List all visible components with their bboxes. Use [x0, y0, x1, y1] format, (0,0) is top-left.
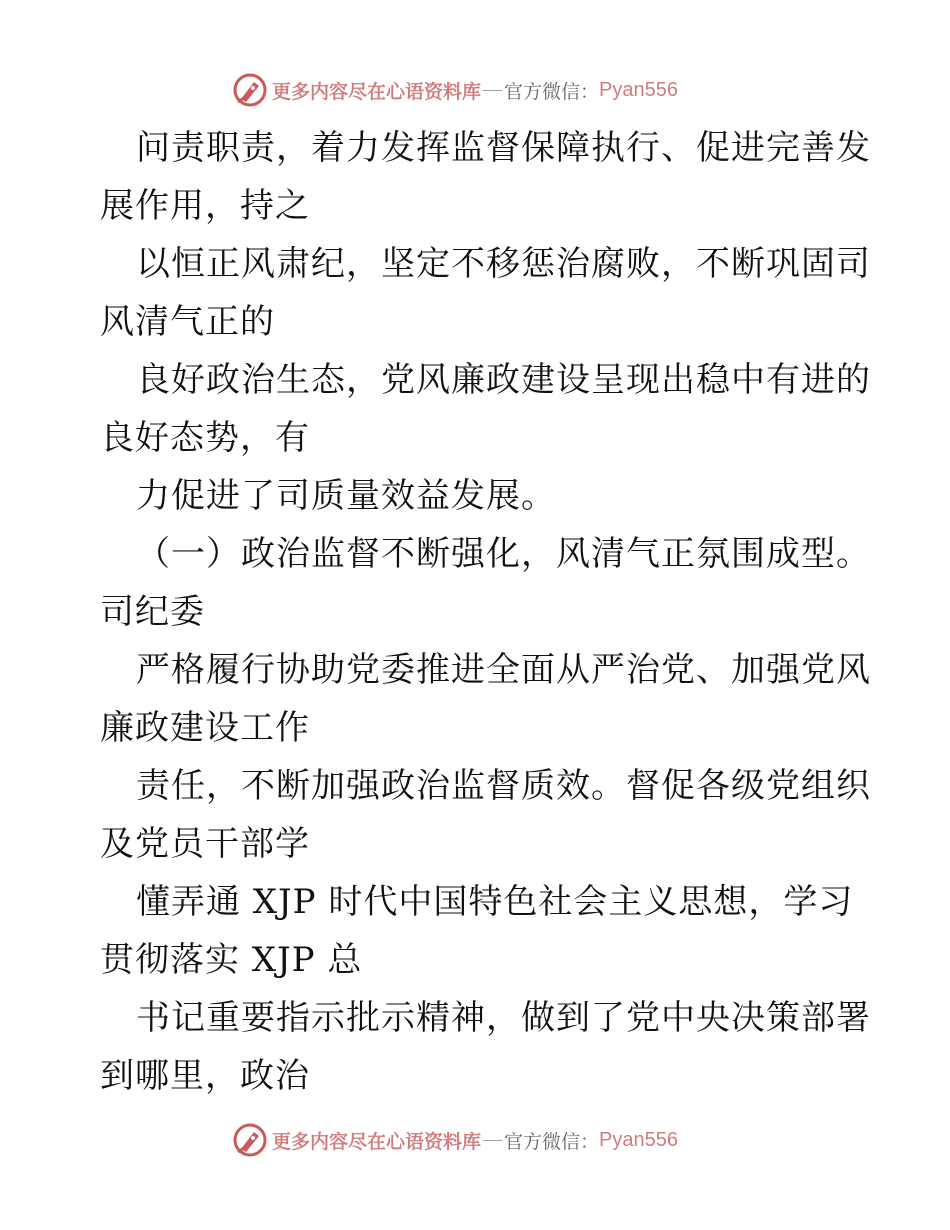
text-line: 力促进了司质量效益发展。: [136, 476, 556, 516]
text-line: 良好政治生态，党风廉政建设呈现出稳中有进的: [136, 360, 871, 400]
text-line: 风清气正的: [100, 302, 275, 342]
header-separator: —: [483, 79, 503, 100]
text-line: 书记重要指示批示精神，做到了党中央决策部署: [136, 998, 871, 1038]
header-banner: [232, 70, 752, 110]
text-line: 展作用，持之: [100, 186, 310, 226]
text-line: 良好态势，有: [100, 418, 310, 458]
footer-site-name: 更多内容尽在心语资料库: [272, 1130, 482, 1153]
text-line: 司纪委: [100, 592, 205, 632]
section-heading: （一）政治监督不断强化，风清气正氛围成型。: [136, 534, 871, 574]
text-line: 懂弄通 XJP 时代中国特色社会主义思想，学习: [136, 882, 854, 922]
footer-wechat-id: Pyan556: [599, 1128, 678, 1151]
footer-banner: [232, 1120, 752, 1160]
text-line: 问责职责，着力发挥监督保障执行、促进完善发: [136, 128, 871, 168]
text-line: 廉政建设工作: [100, 708, 310, 748]
header-wechat-id: Pyan556: [599, 78, 678, 101]
footer-separator: —: [483, 1129, 503, 1150]
text-line: 以恒正风肃纪，坚定不移惩治腐败，不断巩固司: [136, 244, 871, 284]
header-wechat-label: 官方微信：: [504, 80, 600, 103]
pen-nib-logo-icon: [232, 1122, 268, 1158]
text-line: 责任，不断加强政治监督质效。督促各级党组织: [136, 766, 871, 806]
text-line: 及党员干部学: [100, 824, 310, 864]
text-line: 贯彻落实 XJP 总: [100, 940, 363, 980]
header-site-name: 更多内容尽在心语资料库: [272, 80, 482, 103]
footer-wechat-label: 官方微信：: [504, 1130, 600, 1153]
pen-nib-logo-icon: [232, 72, 268, 108]
text-line: 到哪里，政治: [100, 1056, 310, 1096]
text-line: 严格履行协助党委推进全面从严治党、加强党风: [136, 650, 871, 690]
